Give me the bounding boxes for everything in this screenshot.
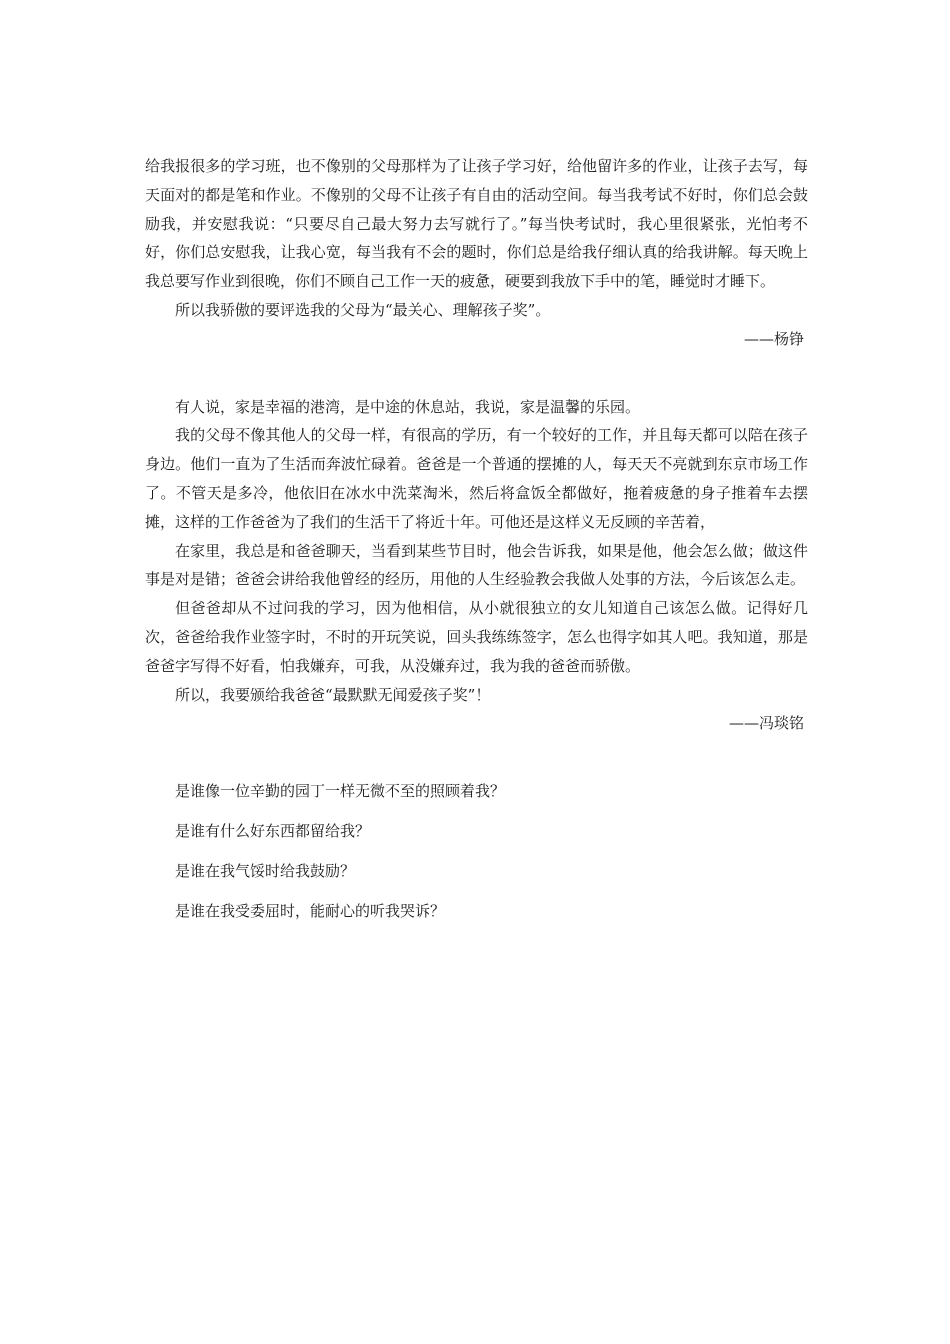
question-line: 是谁在我受委屈时，能耐心的听我哭诉？	[175, 901, 446, 920]
paragraph: 有人说，家是幸福的港湾，是中途的休息站，我说，家是温馨的乐园。	[175, 397, 641, 416]
paragraph: 给我报很多的学习班，也不像别的父母那样为了让孩子学习好，给他留许多的作业，让孩子去写，每天面对的都是笔和作业。不像别的父母不让孩子有自由的活动空间。每当我考试不好时，你们总会鼓励我，并安慰我说：“只要尽自己最大努力去写就行了。”每当快考试时，我心里很紧张，光怕考不好，你们总安慰我，让我心宽，每当我有不会的题时，你们总是给我仔细认真的给我讲解。每天晚上我总要写作业到很晚，你们不顾自己工作一天的疲惫，硬要到我放下手中的笔，睡觉时才睡下。	[145, 157, 808, 291]
author-signature: ——冯琰铭	[728, 714, 804, 733]
paragraph: 但爸爸却从不过问我的学习，因为他相信，从小就很独立的女儿知道自己该怎么做。记得好几次，爸爸给我作业签字时，不时的开玩笑说，回头我练练签字，怎么也得字如其人吧。我知道，那是爸爸字写得不好看，怕我嫌弃，可我，从没嫌弃过，我为我的爸爸而骄傲。	[145, 599, 808, 675]
paragraph: 所以我骄傲的要评选我的父母为“最关心、理解孩子奖”。	[175, 300, 551, 319]
paragraph: 我的父母不像其他人的父母一样，有很高的学历，有一个较好的工作，并且每天都可以陪在孩子身边。他们一直为了生活而奔波忙碌着。爸爸是一个普通的摆摊的人，每天天不亮就到东京市场工作了。不管天是多冷，他依旧在冰水中洗菜淘米，然后将盒饭全都做好，拖着疲惫的身子推着车去摆摊，这样的工作爸爸为了我们的生活干了将近十年。可他还是这样义无反顾的辛苦着，	[145, 426, 808, 531]
paragraph: 所以，我要颁给我爸爸“最默默无闻爱孩子奖”！	[175, 685, 491, 704]
question-line: 是谁在我气馁时给我鼓励？	[175, 861, 356, 880]
question-line: 是谁有什么好东西都留给我？	[175, 821, 371, 840]
author-signature: ——杨铮	[743, 329, 804, 348]
section-spacer	[145, 354, 808, 393]
question-line: 是谁像一位辛勤的园丁一样无微不至的照顾着我？	[175, 782, 506, 801]
paragraph: 在家里，我总是和爸爸聊天，当看到某些节目时，他会告诉我，如果是他，他会怎么做；做这件事是对是错；爸爸会讲给我他曾经的经历，用他的人生经验教会我做人处事的方法，今后该怎么走。	[145, 541, 808, 589]
document-body	[145, 152, 808, 936]
essay-section-1	[145, 152, 808, 354]
essay-section-3	[145, 777, 808, 925]
section-spacer	[145, 738, 808, 777]
essay-section-2	[145, 393, 808, 739]
